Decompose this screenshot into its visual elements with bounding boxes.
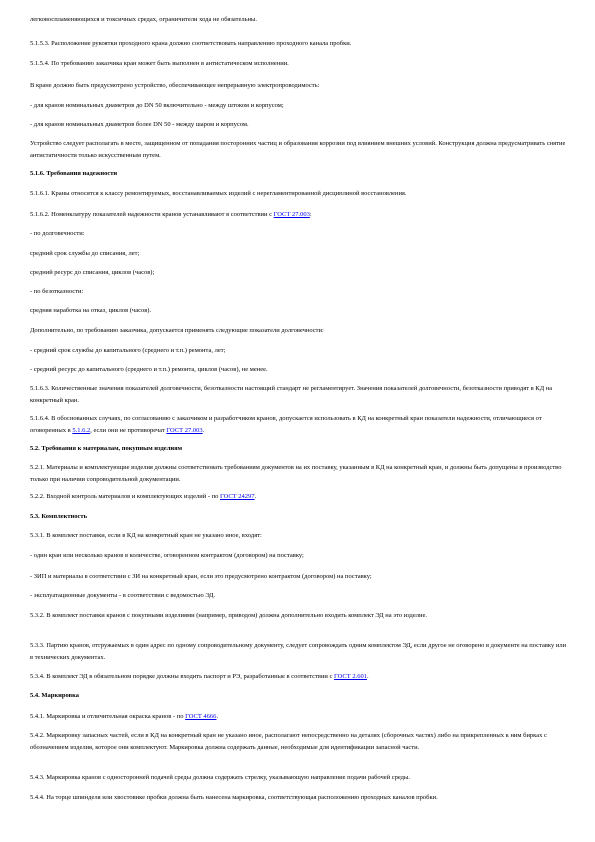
section-heading: 5.2. Требования к материалам, покупным изделиям [30, 445, 183, 452]
gost-27-003-link[interactable]: ГОСТ 27.003 [273, 211, 310, 218]
paragraph [30, 413, 570, 436]
paragraph [30, 491, 570, 503]
list-item: - средний ресурс до капитального (среднего и т.п.) ремонта, циклов (часов), не менее. [30, 366, 268, 373]
section-heading: 5.4. Маркировка [30, 692, 79, 699]
paragraph-text: 5.2.2. Входной контроль материалов и комплектующих изделий - по [30, 493, 219, 500]
paragraph-text: . [254, 493, 257, 500]
list-item: средняя наработка на отказ, циклов (часов). [30, 307, 152, 314]
gost-27-003-link[interactable]: ГОСТ 27.003 [166, 426, 203, 434]
paragraph: Устройство следует располагать в месте, защищенном от попадания посторонних частиц и образования коррозии под влиянием внешних условий. Конструкция должна предусматривать снятие антистатичности только искусственным путем. [30, 140, 566, 159]
paragraph: 5.1.6.1. Краны относятся к классу ремонтируемых, восстанавливаемых изделий с нерегламентированной дисциплиной восстановления. [30, 190, 407, 197]
paragraph: 5.4.3. Маркировка кранов с односторонней подачей среды должна содержать стрелку, указывающую направление подачи рабочей среды. [30, 774, 410, 781]
list-item: - ЗИП и материалы в соответствии с ЗИ на конкретный кран, если это предусмотрено контрактом (договором) на поставку; [30, 573, 372, 580]
paragraph-text: . [366, 673, 369, 680]
paragraph: легковоспламеняющихся и токсичных средах, ограничители хода не обязательны. [30, 16, 258, 23]
paragraph [30, 209, 570, 221]
paragraph-text: 5.4.1. Маркировка и отличительная окраска кранов - по [30, 713, 184, 720]
paragraph-text: 5.1.6.2. Номенклатуру показателей надежности кранов устанавливают в соответствии с [30, 211, 273, 218]
paragraph: В кране должно быть предусмотрено устройство, обеспечивающее непрерывную электропроводимость: [30, 82, 320, 89]
list-item: - для кранов номинальных диаметров до DN 50 включительно - между штоком и корпусом; [30, 102, 284, 109]
paragraph: 5.3.1. В комплект поставки, если в КД на конкретный кран не указано иное, входят: [30, 532, 262, 539]
paragraph-text: : [309, 211, 312, 218]
paragraph: 5.1.5.3. Расположение рукоятки проходного крана должно соответствовать направлению проходного канала пробки. [30, 40, 352, 47]
paragraph: 5.3.3. Партию кранов, отгружаемых в один адрес по одному сопроводительному документу, следует сопровождать одним комплектом ЭД, если другое не оговорено в документе на поставку или в технических документах. [30, 642, 567, 661]
paragraph: 5.1.6.3. Количественные значения показателей долговечности, безотказности настоящий стандарт не регламентирует. Значения показателей долговечности, безотказности приводят в КД на конкретный кран. [30, 385, 553, 404]
paragraph-text: 5.3.4. В комплект ЭД в обязательном порядке должны входить паспорт и РЭ, разработанные в соответствии с [30, 673, 333, 680]
list-item: - эксплуатационные документы - в соответствии с ведомостью ЭД. [30, 592, 216, 599]
list-item: - для кранов номинальных диаметров более DN 50 - между шаром и корпусом. [30, 121, 249, 128]
list-item: средний срок службы до списания, лет; [30, 250, 140, 257]
list-item: средний ресурс до списания, циклов (часов); [30, 269, 155, 276]
section-heading: 5.3. Комплектность [30, 513, 88, 520]
paragraph: Дополнительно, по требованию заказчика, допускается применять следующие показатели долговечности: [30, 327, 324, 334]
paragraph-text: . [216, 713, 219, 720]
paragraph: 5.2.1. Материалы и комплектующие изделия должны соответствовать требованиям документов на их поставку, указанным в КД на конкретный кран, и должны быть допущены в производство только при наличии сопроводительной документации. [30, 464, 562, 483]
paragraph [30, 671, 570, 683]
paragraph-text: 5.1.6.4. В обоснованных случаях, по согласованию с заказчиком и разработчиком кранов, допускается использовать в КД на конкретный кран показатели надежности, отличающиеся от оговоренных в [30, 415, 542, 434]
gost-4666-link[interactable]: ГОСТ 4666 [185, 713, 217, 720]
paragraph [30, 711, 570, 723]
paragraph: 5.1.5.4. По требованию заказчика кран может быть выполнен в антистатическом исполнении. [30, 60, 289, 67]
list-item: - один кран или несколько кранов в количестве, оговоренном контрактом (договором) на поставку; [30, 552, 304, 559]
paragraph-text: . [202, 426, 205, 434]
list-item: - средний срок службы до капитального (среднего и т.п.) ремонта, лет; [30, 347, 226, 354]
list-item: - по долговечности: [30, 230, 85, 237]
section-heading: 5.1.6. Требования надежности [30, 170, 118, 177]
clause-5-1-6-2-link[interactable]: 5.1.6.2 [72, 426, 91, 434]
paragraph-text: , если они не противоречат [90, 426, 165, 434]
paragraph: 5.3.2. В комплект поставки кранов с покупными изделиями (например, приводом) должна дополнительно входить комплект ЭД на это изделие. [30, 612, 427, 619]
gost-24297-link[interactable]: ГОСТ 24297 [219, 493, 255, 500]
list-item: - по безотказности: [30, 288, 84, 295]
paragraph: 5.4.4. На торце шпинделя или хвостовике пробки должна быть нанесена маркировка, соответствующая расположению проходных каналов пробки. [30, 794, 438, 801]
paragraph: 5.4.2. Маркировку запасных частей, если в КД на конкретный кран не указано иное, располагают непосредственно на деталях (сборочных частях) либо на прикрепленных к ним бирках с обозначением изделия, которое они комплектуют. Маркировка должна содержать данные, необходимые для идентификации запасной части. [30, 732, 547, 751]
gost-2-601-link[interactable]: ГОСТ 2.601 [334, 673, 367, 680]
